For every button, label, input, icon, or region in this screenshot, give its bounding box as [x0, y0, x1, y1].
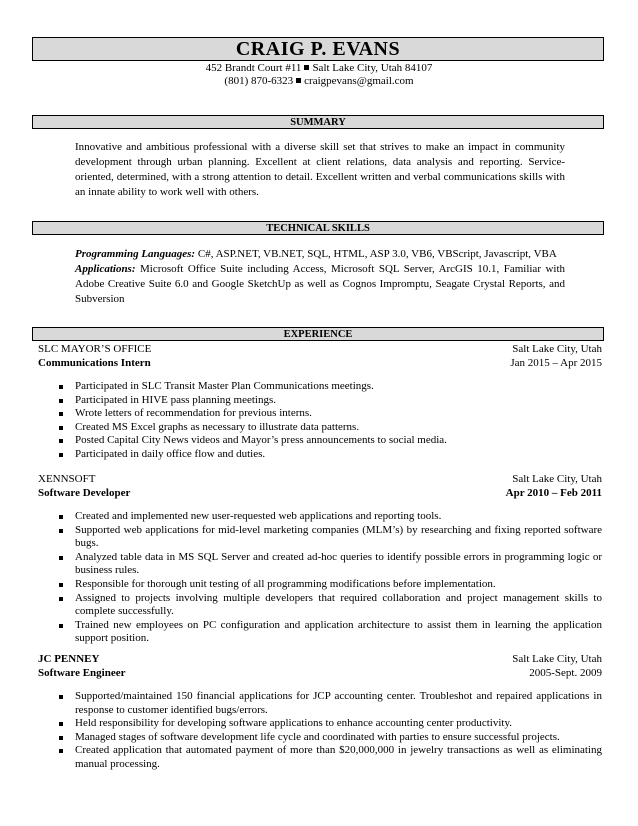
skills-block — [75, 247, 565, 307]
bullet-icon — [59, 439, 63, 443]
duty-text: Wrote letters of recommendation for previous interns. — [75, 407, 312, 420]
duty-text: Held responsibility for developing software applications to enhance accounting center productivity. — [75, 717, 513, 730]
list-item — [56, 690, 602, 717]
duty-text: Responsible for thorough unit testing of all programming modifications before implementation. — [75, 577, 496, 590]
duty-text: Created and implemented new user-requested web applications and reporting tools. — [75, 510, 442, 522]
list-item — [56, 578, 602, 592]
job-dates: 2005-Sept. 2009 — [529, 667, 602, 679]
job-location: Salt Lake City, Utah — [512, 473, 602, 485]
list-item — [56, 592, 602, 619]
bullet-icon — [59, 529, 63, 533]
bullet-icon — [59, 749, 63, 753]
employer-name: JC PENNEY — [38, 653, 100, 665]
list-item — [56, 380, 602, 394]
bullet-icon — [59, 453, 63, 457]
bullet-icon — [59, 426, 63, 430]
job-duties-list — [56, 510, 602, 646]
job-location: Salt Lake City, Utah — [512, 653, 602, 665]
list-item — [56, 731, 602, 745]
duty-text: Supported/maintained 150 financial applications for JCP accounting center. Troubleshot and repaired applications in response to customer identified bugs/errors. — [75, 690, 602, 716]
job-title: Software Engineer — [38, 667, 126, 679]
job-title: Software Developer — [38, 487, 131, 499]
name-heading — [32, 37, 604, 61]
employer-name: XENNSOFT — [38, 473, 96, 485]
duty-text: Created MS Excel graphs as necessary to illustrate data patterns. — [75, 420, 360, 433]
duty-text: Supported web applications for mid-level marketing companies (MLM’s) by researching and fixing reported software bugs. — [75, 523, 602, 550]
square-separator-icon — [304, 65, 309, 70]
square-separator-icon — [296, 78, 301, 83]
job-dates: Apr 2010 – Feb 2011 — [505, 487, 602, 499]
list-item — [56, 551, 602, 578]
list-item — [56, 510, 602, 524]
bullet-icon — [59, 385, 63, 389]
duty-text: Participated in HIVE pass planning meetings. — [75, 393, 277, 406]
job-duties-list — [56, 380, 602, 462]
duty-text: Created application that automated payment of more than $20,000,000 in jewelry transactions as well as eliminating manual processing. — [75, 744, 602, 770]
candidate-name: CRAIG P. EVANS — [235, 38, 401, 60]
summary-title: SUMMARY — [290, 117, 346, 128]
bullet-icon — [59, 556, 63, 560]
list-item — [56, 421, 602, 435]
bullet-icon — [59, 583, 63, 587]
summary-text: Innovative and ambitious professional with a diverse skill set that strives to make an impact in community development through urban planning. Excellent at client relations, data analysis and reporting. Service-oriented, determined, with a strong attention to detail. Excellent written and verbal communications skills with an innate ability to work well with others. — [75, 141, 565, 198]
skills-title: TECHNICAL SKILLS — [266, 223, 370, 234]
list-item — [56, 744, 602, 771]
programming-values: C#, ASP.NET, VB.NET, SQL, HTML, ASP 3.0, VB6, VBScript, Javascript, VBA — [197, 248, 557, 260]
duty-text: Posted Capital City News videos and Mayor’s press announcements to social media. — [75, 434, 447, 447]
list-item — [56, 394, 602, 408]
list-item — [56, 434, 602, 448]
applications-line — [75, 262, 565, 307]
programming-languages-line — [75, 247, 565, 262]
email-address: craigpevans@gmail.com — [304, 75, 414, 87]
address-line — [0, 62, 638, 75]
bullet-icon — [59, 412, 63, 416]
job-title: Communications Intern — [38, 357, 151, 369]
duty-text: Managed stages of software development life cycle and coordinated with parties to ensure successful projects. — [75, 730, 560, 743]
bullet-icon — [59, 399, 63, 403]
summary-heading — [32, 115, 604, 129]
city-state-zip: Salt Lake City, Utah 84107 — [312, 62, 433, 74]
employer-name: SLC MAYOR’S OFFICE — [38, 343, 152, 355]
duty-text: Trained new employees on PC configuration and application architecture to assist them in learning the application support position. — [75, 618, 602, 645]
bullet-icon — [59, 515, 63, 519]
list-item — [56, 524, 602, 551]
phone-number: (801) 870-6323 — [224, 75, 294, 87]
job-dates: Jan 2015 – Apr 2015 — [510, 357, 602, 369]
programming-label: Programming Languages: — [75, 248, 196, 260]
duty-text: Assigned to projects involving multiple developers that required collaboration and project management skills to complete successfully. — [75, 591, 602, 618]
street-address: 452 Brandt Court #11 — [205, 62, 302, 74]
duty-text: Analyzed table data in MS SQL Server and created ad-hoc queries to identify possible errors in programming logic or business rules. — [75, 550, 602, 577]
bullet-icon — [59, 736, 63, 740]
job-duties-list — [56, 690, 602, 772]
list-item — [56, 407, 602, 421]
experience-heading — [32, 327, 604, 341]
list-item — [56, 619, 602, 646]
experience-title: EXPERIENCE — [283, 329, 353, 340]
job-location: Salt Lake City, Utah — [512, 343, 602, 355]
duty-text: Participated in SLC Transit Master Plan Communications meetings. — [75, 380, 374, 392]
list-item — [56, 448, 602, 462]
bullet-icon — [59, 597, 63, 601]
skills-heading — [32, 221, 604, 235]
phone-email-line — [0, 75, 638, 88]
applications-label: Applications: — [75, 263, 136, 275]
bullet-icon — [59, 722, 63, 726]
bullet-icon — [59, 695, 63, 699]
list-item — [56, 717, 602, 731]
applications-values: Microsoft Office Suite including Access, Microsoft SQL Server, ArcGIS 10.1, Familiar with Adobe Creative Suite 6.0 and Google SketchUp as well as Cognos Impromptu, Seagate Crystal Reports, and Subversion — [75, 263, 565, 305]
duty-text: Participated in daily office flow and duties. — [75, 447, 266, 460]
bullet-icon — [59, 624, 63, 628]
